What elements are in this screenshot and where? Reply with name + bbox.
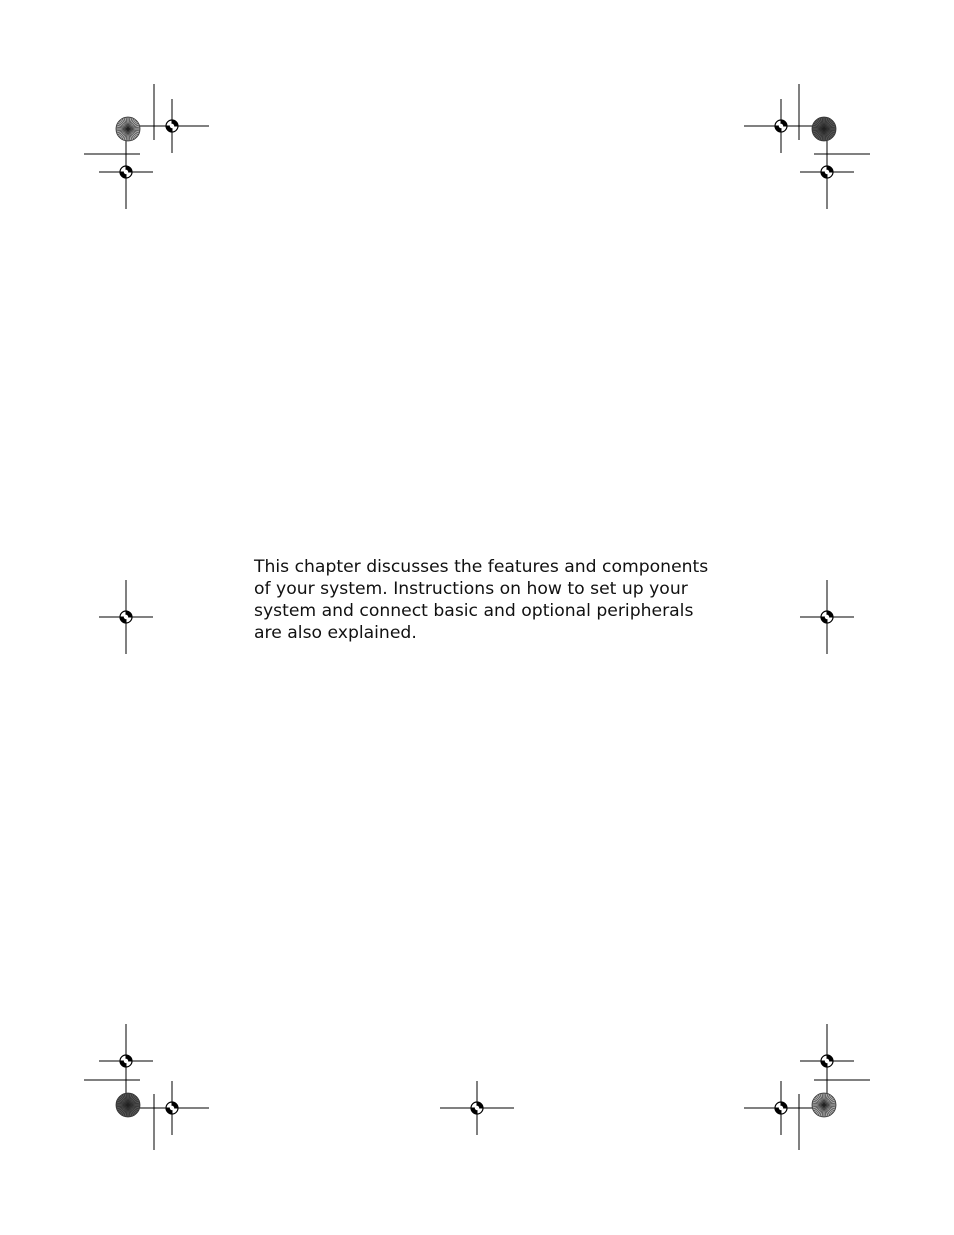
- crosshair-target-icon: [99, 1024, 153, 1098]
- crosshair-target-icon: [800, 580, 854, 654]
- starburst-rosette-icon: [116, 117, 140, 141]
- crosshair-target-icon: [744, 1081, 818, 1135]
- crosshair-target-icon: [440, 1081, 514, 1135]
- crosshair-target-icon: [800, 1024, 854, 1098]
- starburst-rosette-icon: [116, 1093, 140, 1117]
- chapter-intro-paragraph: This chapter discusses the features and components of your system. Instructions on how to set up your system and connect basic and optional peripherals are also explained.: [254, 557, 709, 643]
- crosshair-target-icon: [135, 1081, 209, 1135]
- starburst-rosette-icon: [812, 117, 836, 141]
- crosshair-target-icon: [99, 580, 153, 654]
- crosshair-target-icon: [99, 135, 153, 209]
- crosshair-target-icon: [800, 135, 854, 209]
- crosshair-target-icon: [135, 99, 209, 153]
- crosshair-target-icon: [744, 99, 818, 153]
- starburst-rosette-icon: [812, 1093, 836, 1117]
